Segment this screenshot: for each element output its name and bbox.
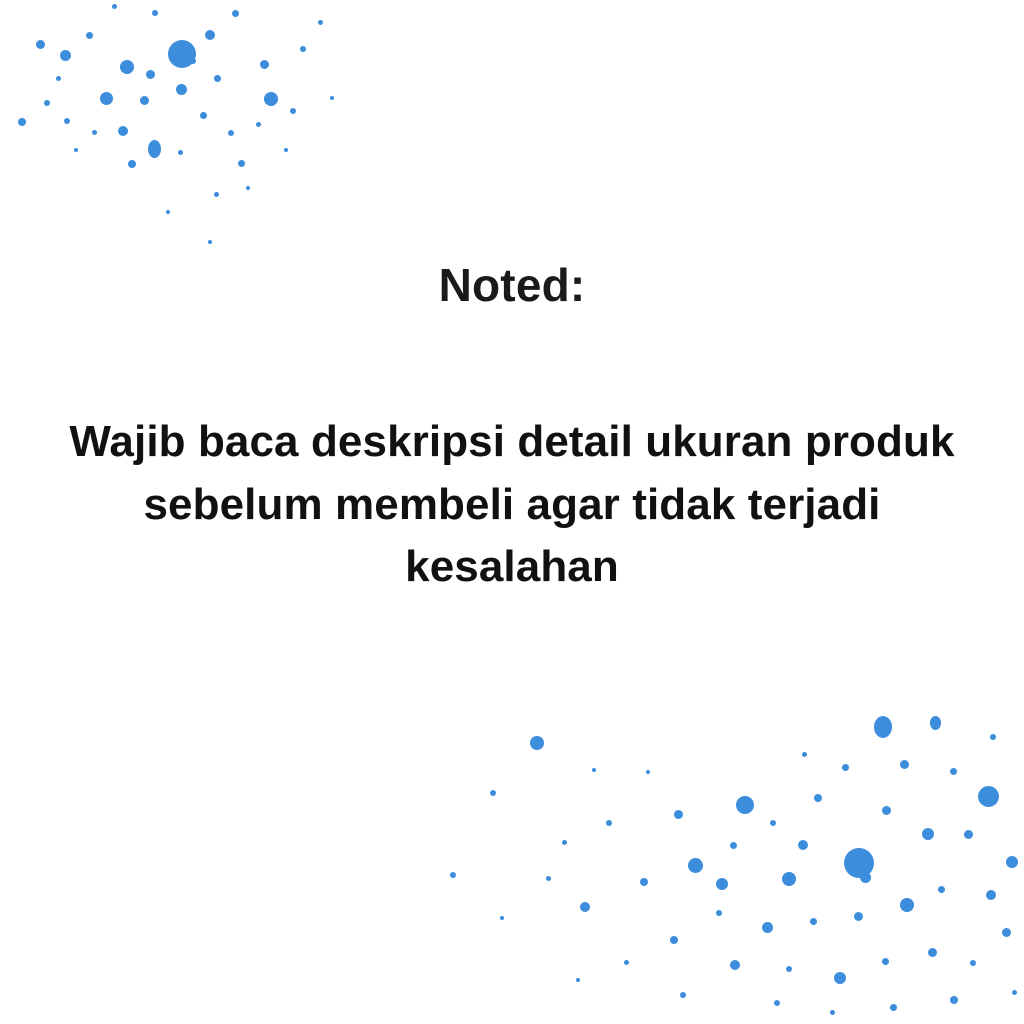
page-title: Noted: <box>438 259 586 311</box>
notice-text: Wajib baca deskripsi detail ukuran produk sebelum membeli agar tidak terjadi kesalahan <box>69 417 955 592</box>
